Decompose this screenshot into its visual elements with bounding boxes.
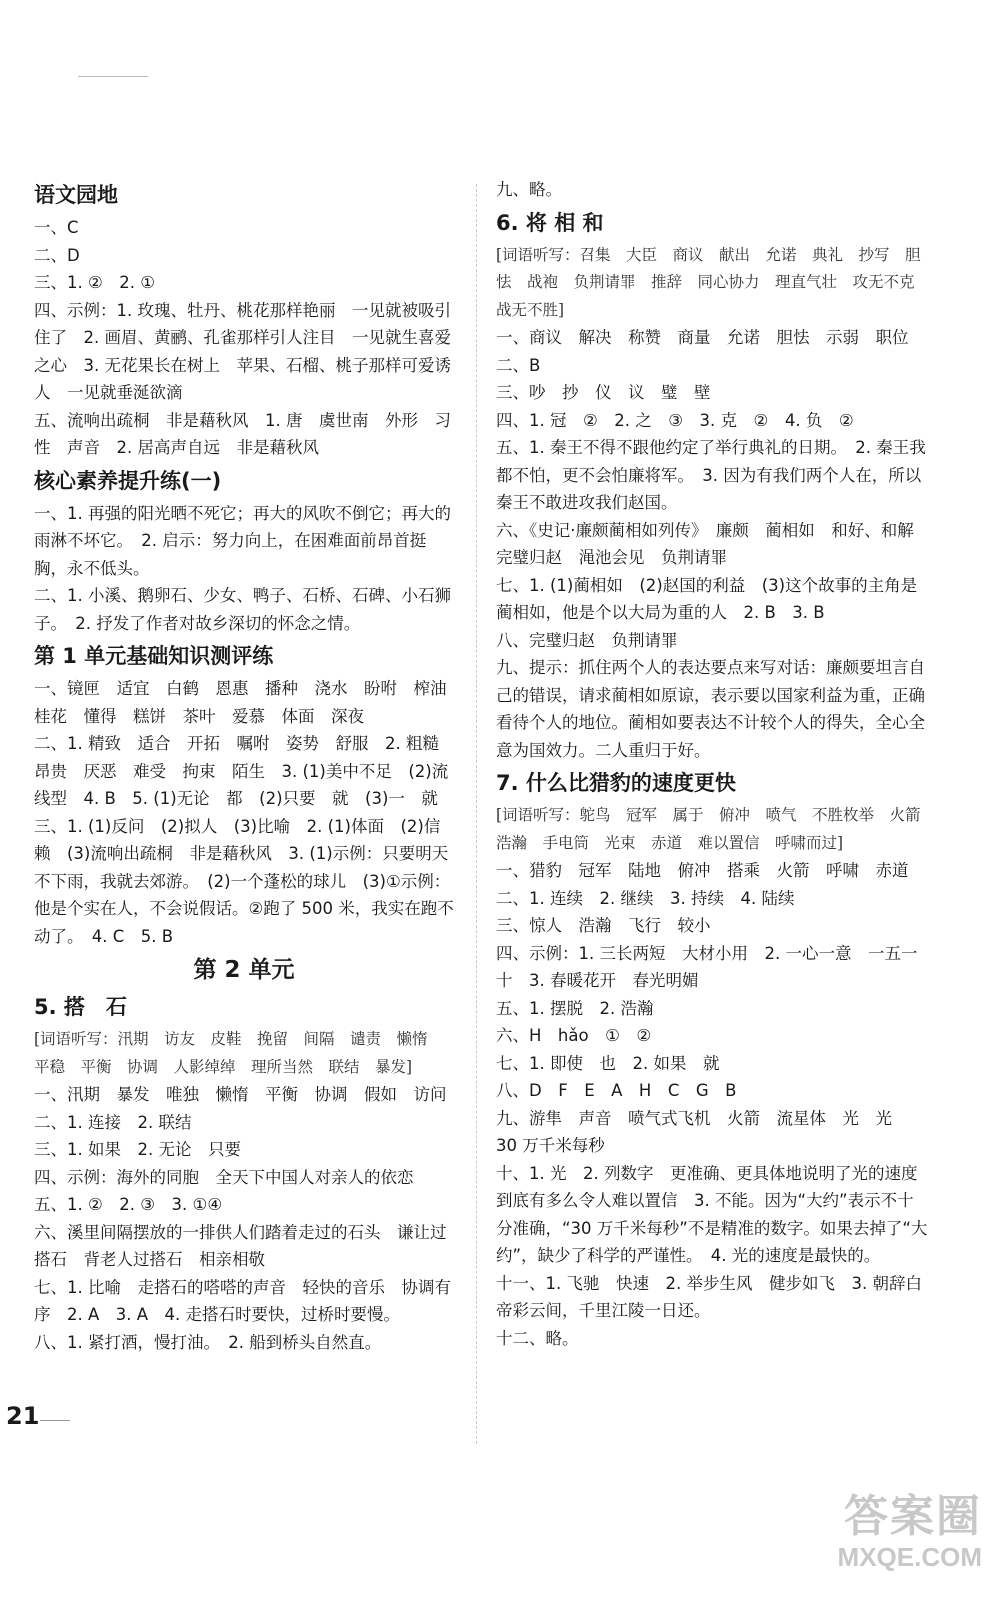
right-column [496, 176, 937, 1352]
answer-line: 一、1. 再强的阳光晒不死它；再大的风吹不倒它；再大的雨淋不坏它。 2. 启示：努力向上，在困难面前昂首挺胸，永不低头。 [34, 503, 451, 578]
answer-line: 二、1. 连续 2. 继续 3. 持续 4. 陆续 [496, 888, 795, 908]
answer-line: 五、流响出疏桐 非是藉秋风 1. 唐 虞世南 外形 习性 声音 2. 居高声自远 非是藉秋风 [34, 410, 451, 457]
answer-line: 三、1. ② 2. ① [34, 273, 156, 292]
answer-line: 四、示例：1. 玫瑰、牡丹、桃花那样艳丽 一见就被吸引住了 2. 画眉、黄鹂、孔雀那样引人注目 一见就生喜爱之心 3. 无花果长在树上 苹果、石榴、桃子那样可爱诱人 一见就垂涎欲滴 [34, 300, 451, 402]
answer-line: 八、完璧归赵 负荆请罪 [496, 630, 678, 650]
section-heading: 第 2 单元 [193, 957, 295, 983]
vocab-dictation: [词语听写：汛期 访友 皮鞋 挽留 间隔 谴责 懒惰 平稳 平衡 协调 人影绰绰 理所当然 联结 暴发] [34, 1030, 444, 1076]
answer-line: 五、1. 秦王不得不跟他约定了举行典礼的日期。 2. 秦王我都不怕，更不会怕廉将军。 3. 因为有我们两个人在，所以秦王不敢进攻我们赵国。 [496, 438, 926, 512]
answer-line: 七、1. 比喻 走搭石的嗒嗒的声音 轻快的音乐 协调有序 2. A 3. A 4. 走搭石时要快，过桥时要慢。 [34, 1277, 451, 1324]
answer-line: 二、B [496, 355, 541, 375]
answer-line: 一、C [34, 218, 79, 237]
watermark-logo [812, 1492, 982, 1572]
answer-line: 二、1. 连接 2. 联结 [34, 1112, 192, 1132]
answer-line: 三、吵 抄 仪 议 璧 壁 [496, 383, 711, 402]
section-heading: 6. 将 相 和 [496, 210, 604, 235]
answer-line: 四、示例：1. 三长两短 大材小用 2. 一心一意 一五一十 3. 春暖花开 春光明媚 [496, 943, 918, 990]
section-heading: 核心素养提升练(一) [34, 468, 222, 493]
answer-line: 六、《史记·廉颇蔺相如列传》 廉颇 蔺相如 和好、和解 完璧归赵 渑池会见 负荆请罪 [496, 520, 931, 567]
answer-line: 一、猎豹 冠军 陆地 俯冲 搭乘 火箭 呼啸 赤道 [496, 861, 909, 880]
watermark-en: MXQE.COM [837, 1542, 982, 1572]
answer-line: 六、溪里间隔摆放的一排供人们踏着走过的石头 谦让过搭石 背老人过搭石 相亲相敬 [34, 1222, 447, 1269]
answer-line: 六、H hǎo ① ② [496, 1026, 652, 1045]
answer-line: 十、1. 光 2. 列数字 更准确、更具体地说明了光的速度到底有多么令人难以置信 3. 不能。因为“大约”表示不十分准确，“30 万千米每秒”不是精准的数字。如果去掉了“大约”，缺少了科学的严谨性。 4. 光的速度是最快的。 [496, 1163, 928, 1265]
section-heading: 第 1 单元基础知识测评练 [34, 644, 274, 668]
answer-line: 八、1. 紧打酒，慢打油。 2. 船到桥头自然直。 [34, 1332, 382, 1352]
answer-line: 五、1. ② 2. ③ 3. ①④ [34, 1195, 223, 1214]
top-rule [78, 76, 148, 77]
answer-line: 四、示例：海外的同胞 全天下中国人对亲人的依恋 [34, 1167, 414, 1187]
answer-line: 二、1. 小溪、鹅卵石、少女、鸭子、石桥、石碑、小石狮子。 2. 抒发了作者对故乡深切的怀念之情。 [34, 586, 451, 633]
answer-line: 九、提示：抓住两个人的表达要点来写对话：廉颇要坦言自己的错误，请求蔺相如原谅，表示要以国家利益为重，正确看待个人的地位。蔺相如要表达不计较个人的得失，全心全意为国效力。二人重归于好。 [496, 658, 925, 760]
vocab-dictation: [词语听写：召集 大臣 商议 献出 允诺 典礼 抄写 胆怯 战袍 负荆请罪 推辞 同心协力 理直气壮 攻无不克 战无不胜] [496, 245, 931, 319]
answer-line: 三、1. 如果 2. 无论 只要 [34, 1140, 241, 1159]
page-number-rule [40, 1420, 70, 1421]
answer-line: 七、1. 即使 也 2. 如果 就 [496, 1053, 720, 1073]
answer-line: 九、游隼 声音 喷气式飞机 火箭 流星体 光 光 30 万千米每秒 [496, 1108, 909, 1155]
vocab-dictation: [词语听写：鸵鸟 冠军 属于 俯冲 喷气 不胜枚举 火箭 浩瀚 手电筒 光束 赤道 难以置信 呼啸而过] [496, 806, 937, 852]
answer-line: 五、1. 摆脱 2. 浩瀚 [496, 998, 654, 1018]
answer-line: 一、汛期 暴发 唯独 懒惰 平衡 协调 假如 访问 [34, 1085, 447, 1104]
answer-line: 十二、略。 [496, 1328, 579, 1348]
answer-line: 九、略。 [496, 180, 562, 199]
column-divider [476, 184, 477, 1444]
answer-line: 三、惊人 浩瀚 飞行 较小 [496, 916, 711, 935]
answer-line: 一、商议 解决 称赞 商量 允诺 胆怯 示弱 职位 [496, 328, 909, 347]
left-column [34, 176, 463, 1356]
section-heading: 5. 搭 石 [34, 995, 127, 1019]
section-heading: 语文园地 [34, 183, 118, 207]
section-heading: 7. 什么比猎豹的速度更快 [496, 771, 736, 795]
answer-line: 七、1. (1)蔺相如 (2)赵国的利益 (3)这个故事的主角是蔺相如，他是个以大局为重的人 2. B 3. B [496, 575, 918, 622]
answer-line: 一、镜匣 适宜 白鹤 恩惠 播种 浇水 盼咐 榨油 桂花 懂得 糕饼 茶叶 爱慕 体面 深夜 [34, 679, 463, 726]
answer-line: 二、D [34, 245, 80, 265]
answer-line: 三、1. (1)反问 (2)拟人 (3)比喻 2. (1)体面 (2)信赖 (3)流响出疏桐 非是藉秋风 3. (1)示例：只要明天不下雨，我就去郊游。 (2)一个蓬松的球儿 (3)①示例：他是个实在人，不会说假话。②跑了 500 米，我实在跑不动了。 4. C 5. B [34, 816, 454, 946]
answer-line: 二、1. 精致 适合 开拓 嘱咐 姿势 舒服 2. 粗糙 昂贵 厌恶 难受 拘束 陌生 3. (1)美中不足 (2)流线型 4. B 5. (1)无论 都 (2)只要 就 (3)一 就 [34, 734, 456, 808]
watermark-cn: 答案圈 [844, 1492, 982, 1541]
answer-line: 四、1. 冠 ② 2. 之 ③ 3. 克 ② 4. 负 ② [496, 410, 854, 430]
page-number: 21 [6, 1402, 40, 1430]
answer-line: 八、D F E A H C G B [496, 1081, 737, 1100]
answer-line: 十一、1. 飞驰 快速 2. 举步生风 健步如飞 3. 朝辞白帝彩云间，千里江陵一日还。 [496, 1273, 922, 1320]
